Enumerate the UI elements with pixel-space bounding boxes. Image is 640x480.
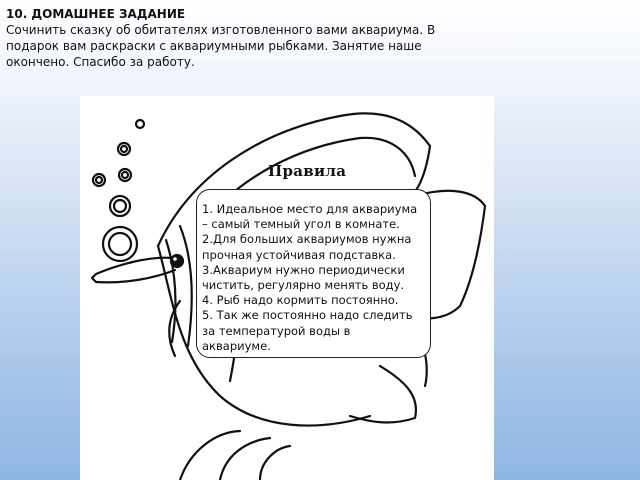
rule-item: 1. Идеальное место для аквариума – самый темный угол в комнате. — [202, 202, 418, 232]
bubbles — [93, 120, 144, 261]
rules-title: Правила — [268, 162, 347, 180]
rule-item: 2.Для больших аквариумов нужна прочная устойчивая подставка. — [202, 232, 412, 262]
slide-text: Сочинить сказку об обитателях изготовленного вами аквариума. В подарок вам раскраски с аквариумными рыбками. Занятие наше окончено. Спасибо за работу. — [6, 23, 436, 69]
rule-item: 4. Рыб надо кормить постоянно. — [202, 293, 399, 308]
slide-heading — [6, 6, 466, 70]
rules-list — [202, 202, 422, 354]
rule-item: 5. Так же постоянно надо следить за температурой воды в аквариуме. — [202, 308, 413, 353]
slide-title: 10. ДОМАШНЕЕ ЗАДАНИЕ — [6, 7, 186, 21]
rule-item: 3.Аквариум нужно периодически чистить, регулярно менять воду. — [202, 262, 405, 293]
